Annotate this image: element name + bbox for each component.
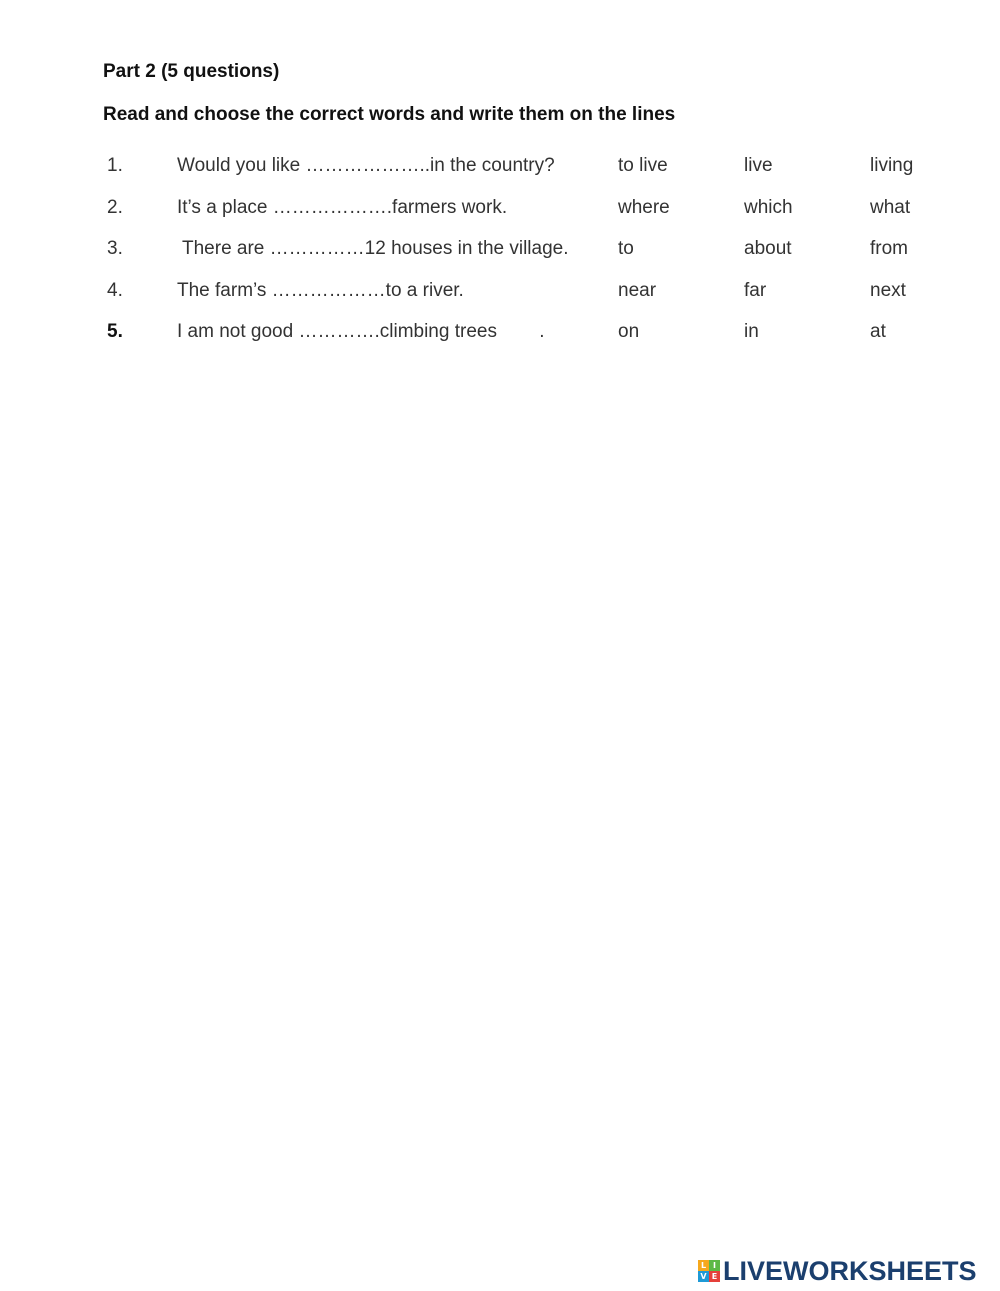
question-row-3 <box>0 233 1000 275</box>
question-number: 3. <box>107 238 123 259</box>
question-row-2 <box>0 192 1000 234</box>
option-1: on <box>618 321 640 342</box>
option-2: about <box>744 238 792 259</box>
option-3: next <box>870 279 906 301</box>
option-1: to <box>618 238 634 259</box>
liveworksheets-logo-icon <box>698 1260 720 1282</box>
logo-tile: I <box>709 1260 720 1271</box>
option-2: in <box>744 321 759 342</box>
page-title: Part 2 (5 questions) <box>103 61 280 82</box>
instructions-heading: Read and choose the correct words and write them on the lines <box>103 104 676 125</box>
logo-tile: V <box>698 1271 709 1282</box>
question-text: It’s a place ……………….farmers work. <box>177 196 508 218</box>
liveworksheets-brand[interactable] <box>698 1256 977 1286</box>
question-list <box>0 150 1000 358</box>
question-number: 5. <box>107 321 123 342</box>
option-2: live <box>744 155 773 176</box>
question-number: 2. <box>107 196 123 218</box>
option-3: what <box>870 196 911 218</box>
question-text: There are ……………12 houses in the village. <box>182 238 569 259</box>
question-row-1 <box>0 150 1000 192</box>
logo-tile: E <box>709 1271 720 1282</box>
question-number: 4. <box>107 279 123 301</box>
question-row-5 <box>0 316 1000 358</box>
option-3: living <box>870 155 914 176</box>
brand-wordmark: LIVEWORKSHEETS <box>723 1255 977 1286</box>
question-number: 1. <box>107 155 123 176</box>
logo-tile: L <box>698 1260 709 1271</box>
option-1: where <box>618 196 670 218</box>
question-row-4 <box>0 275 1000 317</box>
question-text: The farm’s ………………to a river. <box>177 279 464 301</box>
question-text: Would you like ………………..in the country? <box>177 155 555 176</box>
option-3: from <box>870 238 908 259</box>
option-3: at <box>870 321 886 342</box>
option-2: which <box>744 196 793 218</box>
option-1: to live <box>618 155 668 176</box>
option-2: far <box>744 279 767 301</box>
question-text: I am not good ………….climbing trees . <box>177 321 545 342</box>
option-1: near <box>618 279 657 301</box>
